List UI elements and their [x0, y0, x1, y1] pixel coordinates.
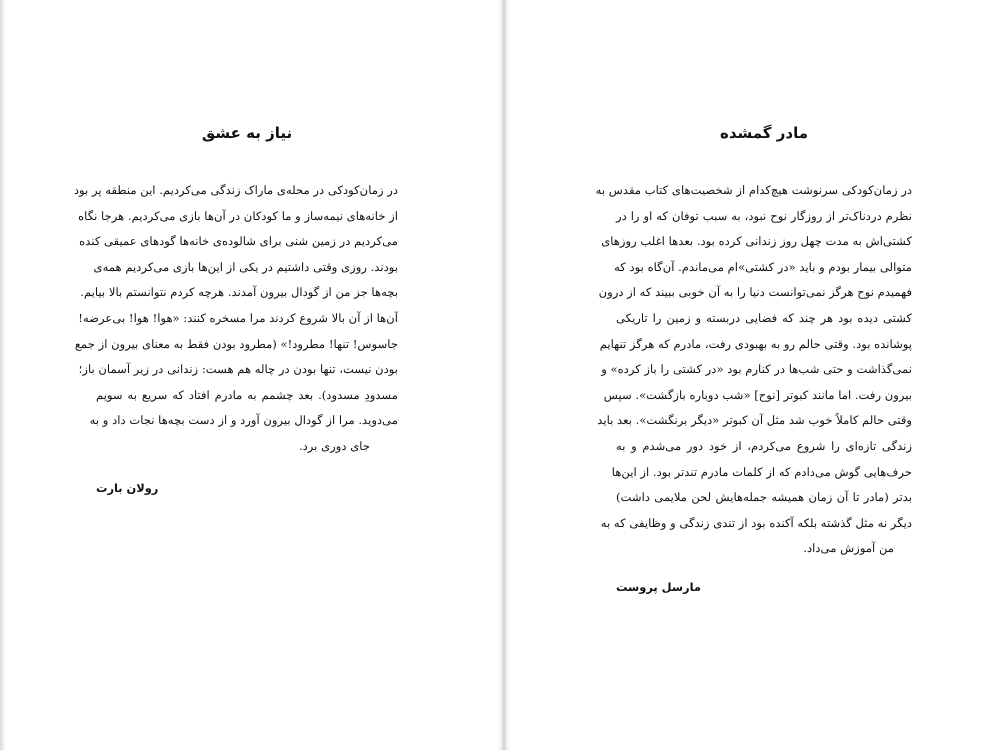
left-line-6: آن‌ها از آن بالا شروع کردند مرا مسخره کنند: «هوا! هوا! بی‌عرضه!	[78, 310, 398, 325]
right-line-9: بیرون رفت. اما مانند کبوتر [نوح] «شب دوباره بازگشت». سپس	[603, 387, 912, 402]
right-line-4: متوالی بیمار بودم و باید «در کشتی»ام می‌ماندم. آن‌گاه بود که	[614, 259, 912, 274]
right-line-8: نمی‌گذاشت و حتی شب‌ها در کنارم بود «در کشتی را باز کرده» و	[601, 362, 912, 377]
right-line-15: من آموزش می‌داد.	[803, 541, 894, 556]
left-line-2: از خانه‌های نیمه‌ساز و ما کودکان در آن‌ها بازی می‌کردیم. هرجا نگاه	[78, 208, 398, 223]
left-line-10: می‌دوید. مرا از گودال بیرون آورد و از دست بچه‌ها نجات داد و به	[89, 413, 398, 428]
right-line-12: حرف‌هایی گوش می‌دادم که از کلمات مادرم تندتر بود. از این‌ها	[611, 464, 912, 479]
left-page-body	[73, 178, 398, 460]
right-line-5: فهمیدم نوح هرگز نمی‌توانست دنیا را به آن خوبی ببیند که از درون	[598, 285, 912, 300]
left-page-author: رولان بارت	[96, 481, 159, 495]
left-line-5: بچه‌ها جز من از گودال بیرون آمدند. هرچه کردم نتوانستم بالا بیایم.	[80, 285, 398, 300]
book-gutter	[498, 0, 510, 750]
left-line-1: در زمان‌کودکی در محله‌ی ماراک زندگی می‌کردیم. این منطقه پر بود	[73, 183, 398, 197]
page-edge-shadow	[0, 0, 6, 750]
right-page	[595, 0, 912, 750]
left-page	[73, 0, 398, 750]
right-line-3: کشتی‌اش به مدت چهل روز زندانی کرده بود. بعدها اغلب روزهای	[601, 234, 912, 249]
right-line-14: دیگر نه مثل گذشته بلکه آکنده بود از تندی زندگی و وظایفی که به	[600, 515, 912, 530]
right-page-title: مادر گمشده	[719, 124, 809, 142]
right-line-2: نظرم دردناک‌تر از روزگار نوح نبود، به سبب توفان که او را در	[616, 208, 912, 223]
left-line-4: بودند. روزی وقتی داشتیم در یکی از این‌ها بازی می‌کردیم همه‌ی	[93, 259, 398, 274]
right-line-7: پوشانده بود. وقتی حالم رو به بهبودی رفت، مادرم که هرگز تنهایم	[599, 336, 912, 351]
right-line-1: در زمان‌کودکی سرنوشت هیچ‌کدام از شخصیت‌های کتاب مقدس به	[595, 183, 912, 197]
left-line-3: می‌کردیم در زمین شنی برای شالوده‌ی خانه‌ها گودهای عمیقی کنده	[79, 234, 398, 249]
right-line-10: وقتی حالم کاملاً خوب شد مثل آن کبوتر «دیگر برنگشت». بعد باید	[597, 413, 912, 428]
right-page-body	[595, 178, 912, 562]
right-line-6: کشتی دیده بود هر چند که فضایی دربسته و زمین را تاریکی	[616, 310, 912, 325]
right-line-13: بدتر (مادر تا آن زمان همیشه جمله‌هایش لحن ملایمی داشت)	[616, 490, 912, 505]
left-line-7: جاسوس! تنها! مطرود!» (مطرود بودن فقط به معنای بیرون از جمع	[74, 336, 398, 351]
left-line-11: جای دوری برد.	[298, 438, 370, 453]
left-page-title: نیاز به عشق	[201, 124, 293, 142]
right-line-11: زندگی تازه‌ای را شروع می‌کردم، از خود دور می‌شدم و به	[616, 438, 912, 453]
right-page-author: مارسل پروست	[616, 580, 701, 594]
left-line-8: بودن نیست، تنها بودن در چاله هم هست: زندانی در زیر آسمان باز؛	[78, 362, 398, 377]
left-line-9: مسدودِ مسدود). بعد چشمم به مادرم افتاد که سریع به سویم	[96, 387, 398, 402]
